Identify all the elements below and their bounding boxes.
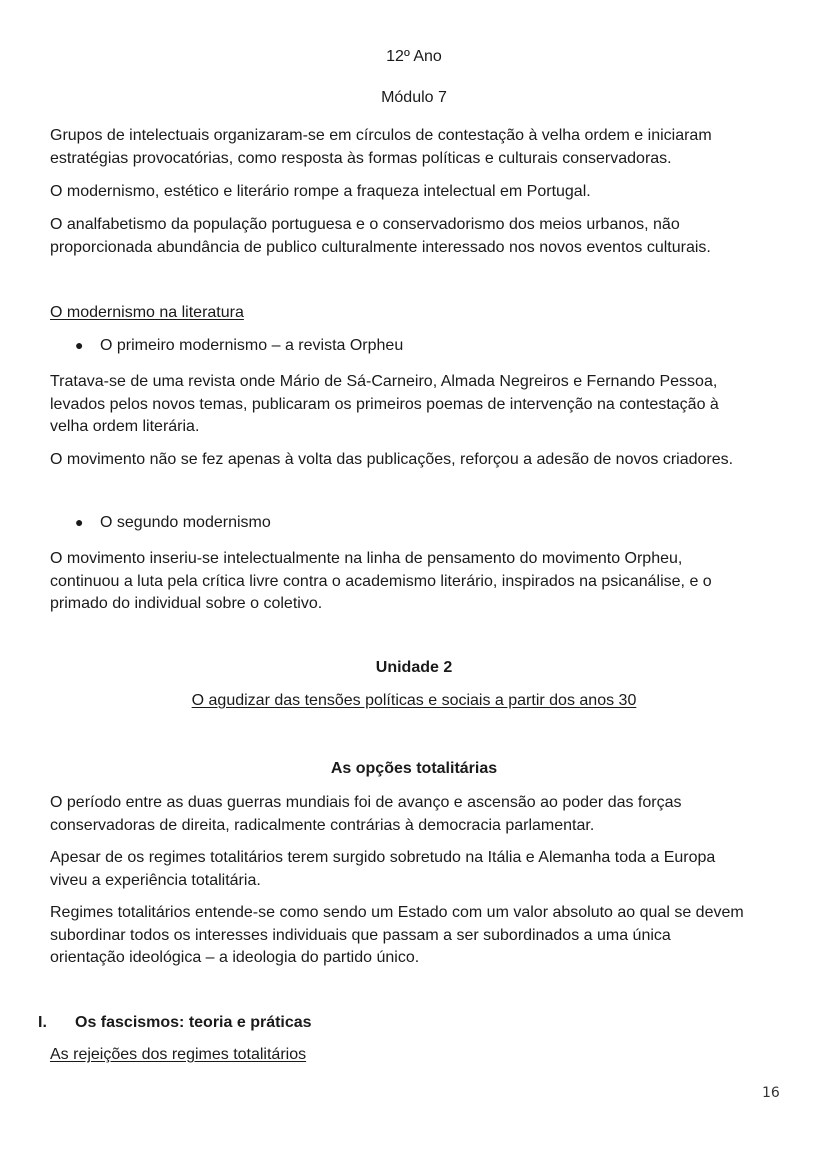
text-line: Regimes totalitários entende-se como sendo um Estado com um valor absoluto ao qual se devem xyxy=(50,904,744,921)
text-line: viveu a experiência totalitária. xyxy=(50,871,261,889)
bullet-label: O primeiro modernismo – a revista Orpheu xyxy=(100,337,404,354)
text-line: Apesar de os regimes totalitários terem surgido sobretudo na Itália e Alemanha toda a Europa xyxy=(50,849,716,866)
intro-paragraph-2 xyxy=(50,181,790,204)
subsection-heading-rejeicoes: As rejeições dos regimes totalitários xyxy=(50,1046,307,1063)
text-line: continuou a luta pela crítica livre contra o academismo literário, inspirados na psicanálise, e o xyxy=(50,572,712,590)
section-numeral: I. xyxy=(38,1014,47,1031)
text-line: subordinar todos os interesses individuais que passam a ser subordinados a uma única xyxy=(50,926,671,944)
totalitarias-paragraph-2 xyxy=(50,847,790,892)
section-heading-fascismos: Os fascismos: teoria e práticas xyxy=(75,1014,312,1031)
unit-title: Unidade 2 xyxy=(375,659,453,676)
text-line: O movimento inseriu-se intelectualmente na linha de pensamento do movimento Orpheu, xyxy=(50,550,683,567)
totalitarias-paragraph-1 xyxy=(50,792,790,837)
text-line: orientação ideológica – a ideologia do partido único. xyxy=(50,949,420,966)
text-line: primado do individual sobre o coletivo. xyxy=(50,595,323,612)
text-line: O movimento não se fez apenas à volta das publicações, reforçou a adesão de novos criadores. xyxy=(50,451,734,468)
module-heading: Módulo 7 xyxy=(381,89,447,106)
segundo-modernismo-paragraph xyxy=(50,548,790,616)
year-heading: 12º Ano xyxy=(386,48,442,65)
text-line: Tratava-se de uma revista onde Mário de Sá-Carneiro, Almada Negreiros e Fernando Pessoa, xyxy=(50,373,718,390)
intro-paragraph-1 xyxy=(50,125,790,170)
page-number: 16 xyxy=(762,1085,780,1101)
unit-subtitle-text: O agudizar das tensões políticas e sociais a partir dos anos 30 xyxy=(191,692,637,709)
text-line: O período entre as duas guerras mundiais foi de avanço e ascensão ao poder das forças xyxy=(50,794,682,811)
text-line: Grupos de intelectuais organizaram-se em círculos de contestação à velha ordem e iniciaram xyxy=(50,127,712,144)
movimento-paragraph xyxy=(50,449,790,472)
text-line: proporcionada abundância de publico culturalmente interessado nos novos eventos culturais. xyxy=(50,238,711,256)
text-line: conservadoras de direita, radicalmente contrárias à democracia parlamentar. xyxy=(50,816,595,834)
text-line: velha ordem literária. xyxy=(50,418,200,435)
bullet-icon: ● xyxy=(75,514,84,530)
section-heading-literatura: O modernismo na literatura xyxy=(50,304,244,321)
text-line: O analfabetismo da população portuguesa e o conservadorismo dos meios urbanos, não xyxy=(50,216,680,233)
text-line: O modernismo, estético e literário rompe a fraqueza intelectual em Portugal. xyxy=(50,183,591,200)
section-heading-totalitarias: As opções totalitárias xyxy=(330,760,498,777)
text-line: estratégias provocatórias, como resposta às formas políticas e culturais conservadoras. xyxy=(50,149,672,167)
totalitarias-paragraph-3 xyxy=(50,902,790,970)
intro-paragraph-3 xyxy=(50,214,790,259)
bullet-label: O segundo modernismo xyxy=(100,514,271,531)
text-line: levados pelos novos temas, publicaram os primeiros poemas de intervenção na contestação à xyxy=(50,395,719,413)
orpheu-paragraph xyxy=(50,371,790,439)
bullet-icon: ● xyxy=(75,337,84,353)
unit-subtitle xyxy=(0,692,828,710)
